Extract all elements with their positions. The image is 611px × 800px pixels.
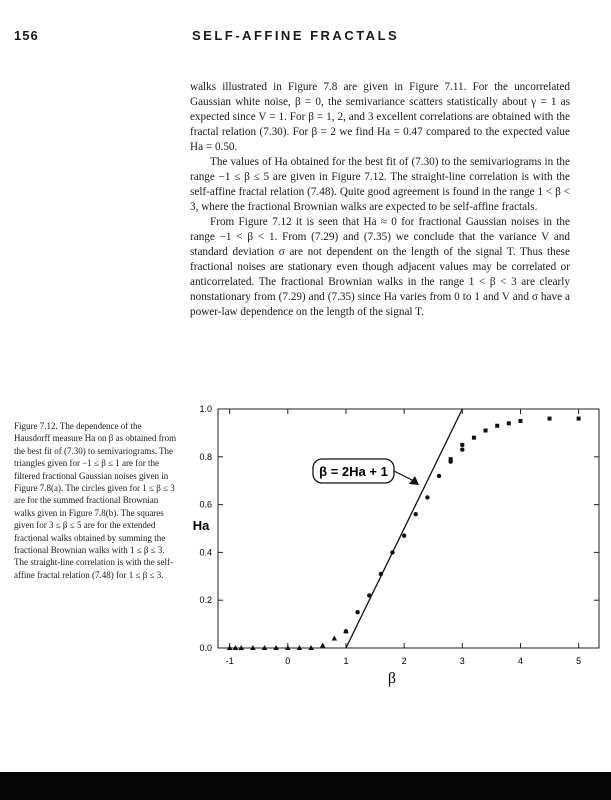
square-point <box>449 457 453 461</box>
square-point <box>507 421 511 425</box>
annotation-arrowhead <box>409 476 419 485</box>
y-tick-label: 0.2 <box>199 595 212 606</box>
square-point <box>472 436 476 440</box>
circle-point <box>390 550 394 554</box>
annotation-arrow <box>394 471 414 481</box>
paragraph-1: walks illustrated in Figure 7.8 are given in Figure 7.11. For the uncorrelated Gaussian white noise, β = 0, the semivariance scatters statistically about γ = 1 as expected since V = 1. For β = 1, 2, and 3 excellent correlations are obtained with the fractal relation (7.30). For β = 2 we find Ha = 0.47 compared to the expected value Ha = 0.50. <box>190 81 570 153</box>
square-point <box>577 417 581 421</box>
plot-axes <box>199 404 599 666</box>
page-number: 156 <box>14 28 39 43</box>
x-tick-label: 2 <box>401 656 407 666</box>
square-point <box>484 429 488 433</box>
circle-point <box>460 447 464 451</box>
plot-marks <box>227 409 581 650</box>
y-tick-label: 0.6 <box>199 499 212 510</box>
y-tick-label: 0.4 <box>199 547 212 558</box>
x-tick-label: 4 <box>517 656 523 666</box>
circle-point <box>425 495 429 499</box>
square-point <box>518 419 522 423</box>
scan-bottom-edge <box>0 772 611 800</box>
triangle-point <box>320 643 326 648</box>
circle-point <box>437 474 441 478</box>
x-tick-label: -1 <box>225 656 234 666</box>
annotation-label: β = 2Ha + 1 <box>319 464 388 479</box>
circle-point <box>355 610 359 614</box>
running-head: SELF-AFFINE FRACTALS <box>192 28 400 43</box>
y-axis-label: Ha <box>192 518 210 533</box>
paragraph-3: From Figure 7.12 it is seen that Ha ≈ 0 for fractional Gaussian noises in the range −1 < β < 1. From (7.29) and (7.35) we conclude that the variance V and standard deviation σ are not dependent on the length of the signal T. Thus these fractional noises are stationary even though adjacent values may be correlated or anticorrelated. The fractional Brownian walks in the range 1 < β < 3 are clearly nonstationary from (7.29) and (7.35) since Ha varies from 0 to 1 and V and σ have a power-law dependence on the length of the signal T. <box>190 216 570 318</box>
y-tick-label: 0.8 <box>199 451 212 462</box>
square-point <box>460 443 464 447</box>
square-point <box>548 417 552 421</box>
figure-caption: Figure 7.12. The dependence of the Hausdorff measure Ha on β as obtained from the best fit of (7.30) to semivariograms. The triangles given for −1 ≤ β ≤ 1 are for the filtered fractional Gaussian noises given in Figure 7.8(a). The circles given for 1 ≤ β ≤ 3 are for the summed fractional Brownian walks given in Figure 7.8(b). The squares given for 3 ≤ β ≤ 5 are for the extended fractional walks obtained by summing the fractional Brownian walks with 1 ≤ β ≤ 3. The straight-line correlation is with the self-affine fractal relation (7.48) for 1 ≤ β ≤ 3. <box>14 421 177 580</box>
circle-point <box>367 593 371 597</box>
circle-point <box>414 512 418 516</box>
x-tick-label: 1 <box>343 656 349 666</box>
x-tick-label: 5 <box>576 656 582 666</box>
fit-line <box>346 409 462 648</box>
triangle-point <box>332 635 338 640</box>
plot-frame <box>218 409 599 648</box>
x-axis-label: β <box>387 670 397 687</box>
x-tick-label: 0 <box>285 656 291 666</box>
x-tick-label: 3 <box>459 656 465 666</box>
square-point <box>495 424 499 428</box>
circle-point <box>379 572 383 576</box>
paragraph-2: The values of Ha obtained for the best fit of (7.30) to the semivariograms in the range −1 ≤ β ≤ 5 are given in Figure 7.12. The straight-line correlation is with the self-affine fractal relation (7.48). Quite good agreement is found in the range 1 < β < 3, where the fractional Brownian walks are expected to be self-affine fractals. <box>190 156 570 213</box>
y-tick-label: 1.0 <box>199 404 212 414</box>
circle-point <box>344 629 348 633</box>
y-tick-label: 0.0 <box>199 643 212 653</box>
circle-point <box>402 533 406 537</box>
